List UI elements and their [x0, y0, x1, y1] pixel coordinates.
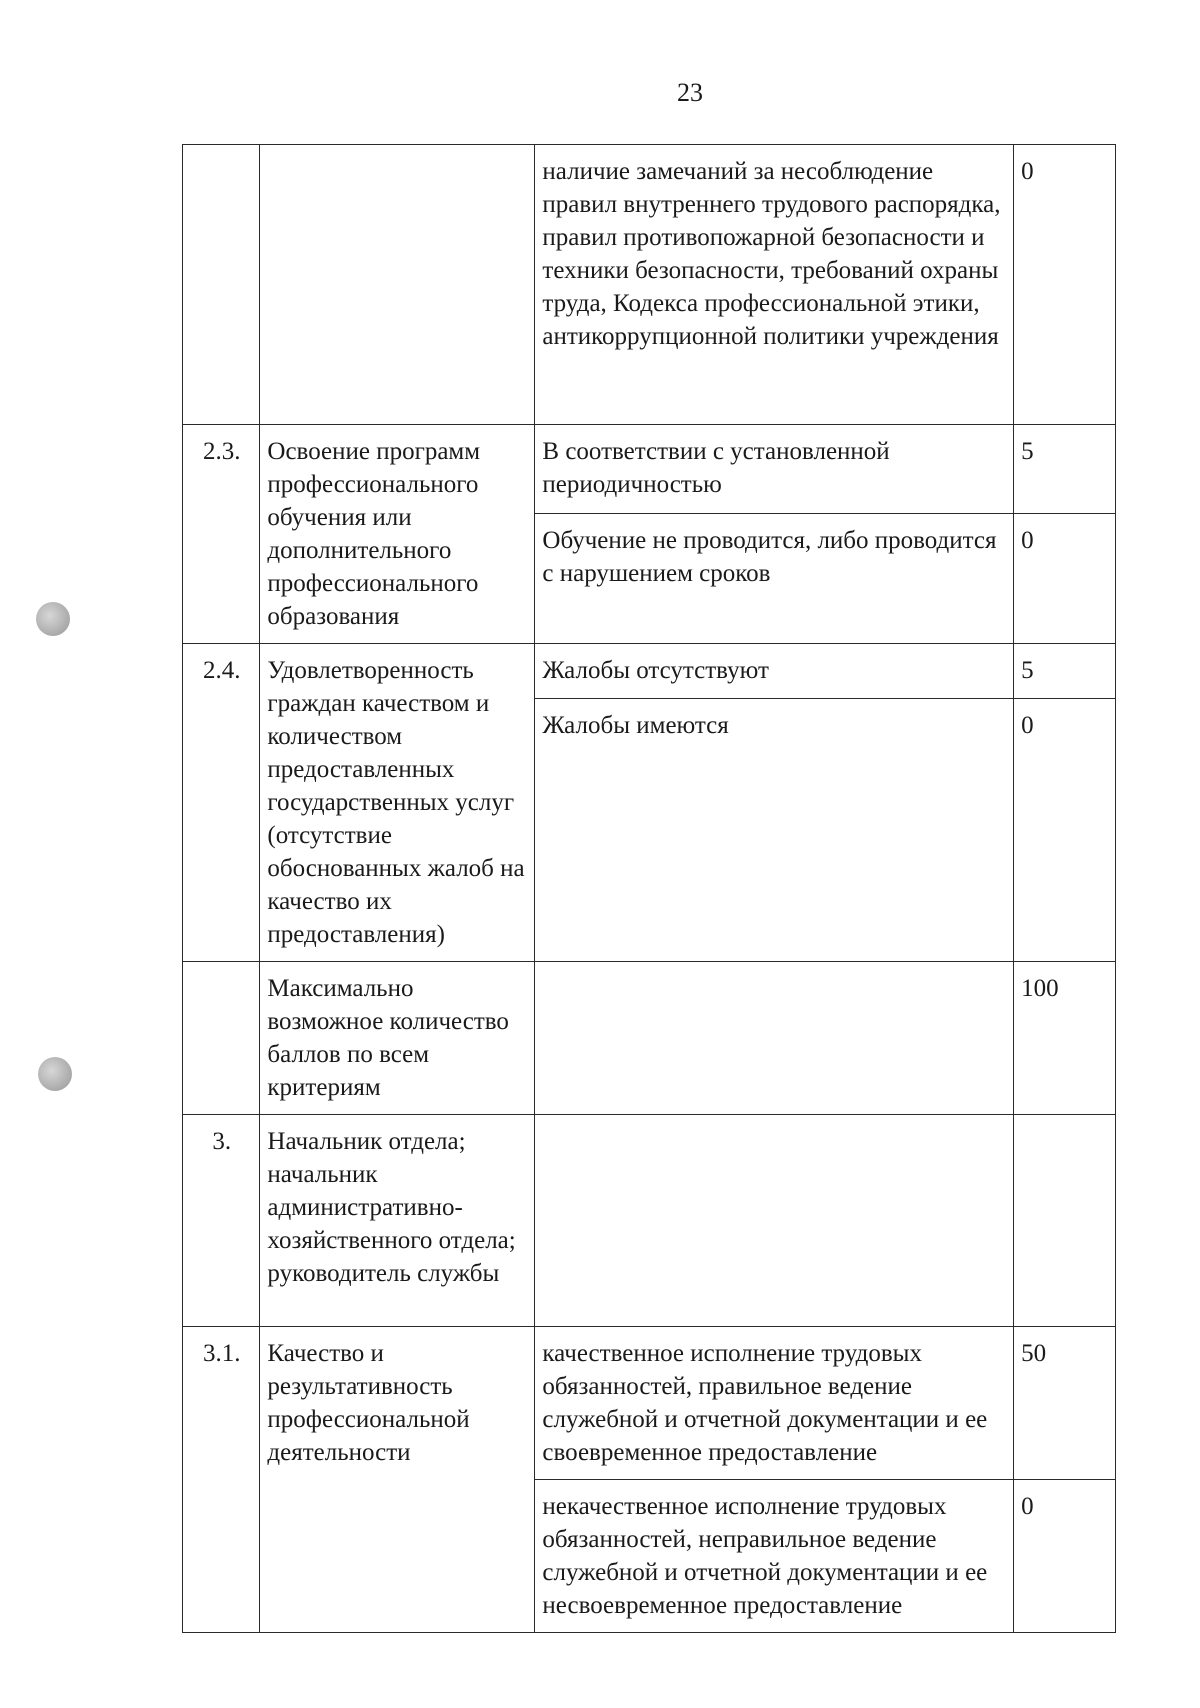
criterion-name: Максимально возможное количество баллов по всем критериям [260, 962, 535, 1115]
punch-hole-mark [36, 602, 70, 636]
criterion-condition: Жалобы имеются [535, 699, 1014, 962]
criterion-name: Начальник отдела; начальник административно-хозяйственного отдела; руководитель службы [260, 1115, 535, 1327]
criterion-condition: Жалобы отсутствуют [535, 644, 1014, 699]
criterion-number: 2.4. [183, 644, 260, 962]
table-row [183, 1327, 1116, 1480]
criterion-score [1014, 1115, 1116, 1327]
criterion-name: Освоение программ профессионального обучения или дополнительного профессионального образования [260, 425, 535, 644]
criterion-score: 0 [1014, 513, 1116, 643]
criterion-number [183, 145, 260, 425]
criterion-condition: В соответствии с установленной периодичностью [535, 425, 1014, 514]
punch-hole-mark [38, 1057, 72, 1091]
criterion-number: 3. [183, 1115, 260, 1327]
criterion-score: 5 [1014, 425, 1116, 514]
criterion-condition: качественное исполнение трудовых обязанностей, правильное ведение служебной и отчетной документации и ее своевременное предоставление [535, 1327, 1014, 1480]
criterion-name: Удовлетворенность граждан качеством и количеством предоставленных государственных услуг (отсутствие обоснованных жалоб на качество их предоставления) [260, 644, 535, 962]
table-row [183, 962, 1116, 1115]
criterion-name [260, 145, 535, 425]
criterion-score: 0 [1014, 145, 1116, 425]
criterion-score: 0 [1014, 1480, 1116, 1633]
table-row [183, 644, 1116, 699]
criterion-condition: Обучение не проводится, либо проводится с нарушением сроков [535, 513, 1014, 643]
criterion-number [183, 962, 260, 1115]
criterion-condition [535, 1115, 1014, 1327]
criterion-name: Качество и результативность профессиональной деятельности [260, 1327, 535, 1633]
criterion-score: 5 [1014, 644, 1116, 699]
criterion-number: 2.3. [183, 425, 260, 644]
table-row [183, 425, 1116, 514]
criterion-condition [535, 962, 1014, 1115]
criterion-score: 0 [1014, 699, 1116, 962]
criterion-score: 100 [1014, 962, 1116, 1115]
criterion-score: 50 [1014, 1327, 1116, 1480]
table-row [183, 145, 1116, 425]
page-number: 23 [677, 78, 703, 107]
table-row [183, 1115, 1116, 1327]
criterion-condition: наличие замечаний за несоблюдение правил внутреннего трудового распорядка, правил противопожарной безопасности и техники безопасности, требований охраны труда, Кодекса профессиональной этики, антикоррупционной политики учреждения [535, 145, 1014, 425]
criteria-table [182, 144, 1116, 1633]
criterion-number: 3.1. [183, 1327, 260, 1633]
criterion-condition: некачественное исполнение трудовых обязанностей, неправильное ведение служебной и отчетной документации и ее несвоевременное предоставление [535, 1480, 1014, 1633]
